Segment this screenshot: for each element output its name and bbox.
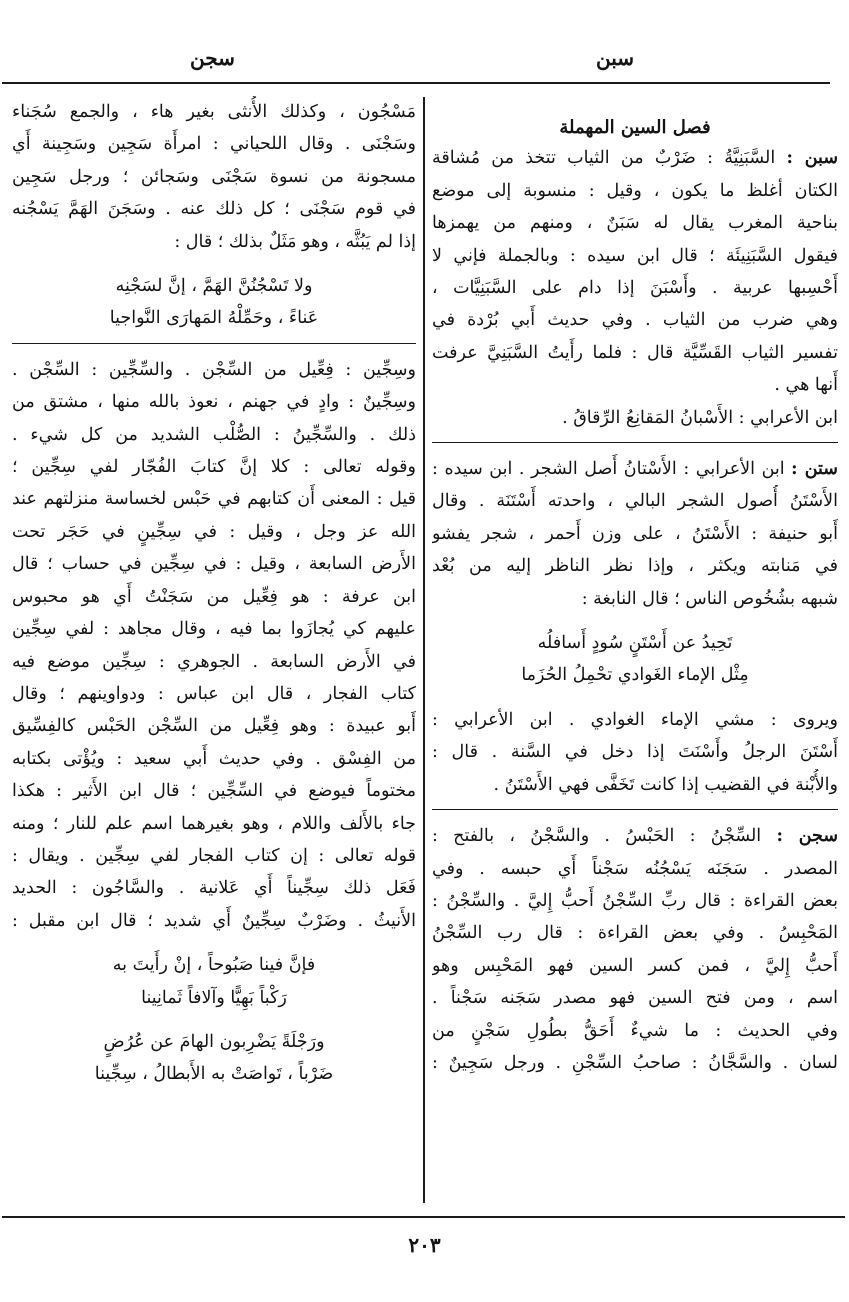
- poem-line: مِثْل الإماء الغَوادي تحْمِلُ الحُزَما: [521, 665, 749, 686]
- running-header-left: سجن: [190, 46, 235, 70]
- entry-line: ابن الأعرابي : الأَسْتانُ أَصل الشجر . ابن سيده :: [432, 459, 785, 480]
- entry-divider: [12, 343, 416, 344]
- entry-line: اسم ، ومن فتح السين فهو مصدر سَجَنه سَجْناً .: [432, 988, 838, 1009]
- entry-headword: ستن :: [791, 459, 838, 480]
- entry-line: ويروى : مشي الإماء الغوادي . ابن الأعرابي :: [432, 709, 838, 730]
- entry-line: وقوله تعالى : كلا إنَّ كتابَ الفُجّار لفي سِجِّين ؛: [12, 457, 416, 478]
- entry-line: مَسْجُون ، وكذلك الأُنثى بغير هاء ، والجمع سُجَناء: [12, 102, 416, 122]
- entry-line: المصدر . سَجَنَه يَسْجُنُه سَجْناً أَي حبسه . وفي: [432, 858, 838, 879]
- entry-line: بناحية المغرب يقال له سَبَنٌ ، ومنهم من يهمزها: [432, 213, 838, 234]
- entry-line: عليهم كي يُجازَوا بما فيه ، وقال مجاهد : لفي سِجِّين: [12, 619, 416, 640]
- page-number: ٢٠٣: [408, 1233, 441, 1257]
- entry-line: الله عز وجل ، وقيل : في سِجِّينٍ في حَجَر تحت: [12, 521, 416, 542]
- entry-line: الكتان أغلظ ما يكون ، وقيل : منسوبة إلى موضع: [432, 180, 838, 201]
- entry-line: أَسْتَنَ الرجلُ وأَسْنَتَ إذا دخل في السَّنة . قال :: [432, 742, 838, 763]
- poem-line: فإنَّ فينا صَبُوحاً ، إنْ رأَيتَ به: [112, 955, 316, 976]
- running-header-right: سبن: [595, 46, 634, 70]
- entry-line: والأُبْنة في القضيب إذا كانت تَخَفَّى فهي الأَسْتَنُ .: [493, 774, 838, 795]
- entry-line: مسجونة من نسوة سَجْنَى وسَجائن ؛ ورجل سَجِين: [12, 166, 416, 187]
- left-column: [12, 96, 416, 1091]
- entry-line: المَحْبِسُ . وفي بعض القراءة : قال رب السِّجْنُ: [432, 923, 838, 944]
- entry-line: قيل : المعنى أَن كتابهم في حَبْس لخساسة منزلتهم عند: [12, 489, 416, 510]
- entry-line: وسِجِّينٌ : وادٍ في جهنم ، نعوذ بالله منها ، مشتق من: [12, 392, 416, 413]
- entry-line: السِّجْنُ : الحَبْسُ . والسَّجْنُ ، بالفتح :: [432, 826, 762, 847]
- entry-line: أَبو حنيفة : الأَسْتَنُ ، على وزن أَحمر ، شجر يفشو: [432, 523, 838, 544]
- entry-sbn: [432, 142, 838, 434]
- entry-line: كتاب الفجار ، قال ابن عباس : ودواوينهم ؛ وقال: [12, 683, 416, 704]
- entry-line: ابن الأعرابي : الأَسْبانُ المَقانِعُ الرِّقاقُ .: [562, 407, 838, 428]
- entry-divider: [432, 442, 838, 443]
- entry-line: ذلك . والسِّجِّينُ : الصُّلْب الشديد من كل شيء .: [12, 424, 416, 445]
- entry-line: فيقول السَّبَنِيئَة ؛ قال ابن سيده : وبالجملة فإني لا: [432, 245, 838, 266]
- entry-line: لسان . والسَّجَّانُ : صاحبُ السِّجْنِ . ورجل سَجِينٌ :: [432, 1052, 838, 1073]
- poem-line: ولا تَسْجُنُنَّ الهَمَّ ، إنَّ لسَجْنِه: [115, 276, 313, 297]
- entry-line: من الفِسْق . وفي حديث أَبي سعيد : ويُؤْتى بكتابه: [12, 748, 416, 769]
- entry-line: أَحبُّ إِليَّ ، فمن كسر السين فهو المَحْبِس وهو: [432, 955, 838, 976]
- entry-line: أَنها هي .: [774, 375, 838, 396]
- entry-headword: سجن :: [776, 826, 838, 847]
- entry-line: جاء بالأَلف واللام ، وهو بغيرهما اسم علم للنار ؛ ومنه: [12, 813, 416, 834]
- entry-line: الأَسْتَنُ أُصول الشجر البالي ، واحدته أَسْتَنَة . وقال: [432, 491, 838, 512]
- entry-line: وسَجْنَى . وقال اللحياني : امرأَة سَجِين وسَجِينة أَي: [12, 134, 416, 155]
- entry-line: مختوماً فيوضع في السِّجِّين ؛ قال ابن الأَثير : هكذا: [12, 781, 416, 802]
- entry-divider: [432, 809, 838, 810]
- entry-line: وسِجِّين : فِعِّيل من السِّجْن . والسِّجِّين : السِّجْن .: [12, 359, 416, 380]
- entry-line: وفي الحديث : ما شيءٌ أَحَقُّ بطُولِ سَجْنٍ من: [432, 1020, 838, 1041]
- entry-line: أَحْسِبها عربية . وأَسْبَنَ إذا دام على السَّبَنِيَّات ،: [432, 278, 838, 299]
- entry-line: تفسير الثياب القَسِّيَّة قال : فلما رأَيتُ السَّبَنِيَّ عرفت: [432, 342, 838, 363]
- poem-line: ضَرْباً ، تَواصَتْ به الأَبطالُ ، سِجِّينا: [94, 1064, 334, 1085]
- entry-line: في مَنابته ويكثر ، وإذا نظر الناظر إليه من بُعْد: [432, 556, 838, 577]
- entry-line: الأَرض السابعة ، وقيل : في سِجِّين في حساب ؛ قال: [12, 554, 416, 575]
- poem-line: عَناءً ، وحَمِّلْهُ المَهارَى النَّواجيا: [109, 308, 319, 329]
- entry-stn: [432, 453, 838, 801]
- poem-line: ورَجْلَةً يَضْرِبون الهامَ عن عُرُضٍ: [103, 1031, 325, 1052]
- entry-sjn: [432, 820, 838, 1079]
- entry-line: وهي ضرب من الثياب . وفي حديث أَبي بُرْدة في: [432, 310, 838, 331]
- bottom-rule: [2, 1216, 845, 1218]
- entry-line: في قوم سَجْنَى ؛ كل ذلك عنه . وسَجَنَ الهَمَّ يَسْجُنه: [12, 199, 416, 220]
- right-column: [432, 96, 838, 1079]
- poem-line: تَحِيدُ عن أَسْتَنٍ سُودٍ أَسافلُه: [537, 633, 733, 654]
- entry-line: ابن عرفة : هو فِعِّيل من سَجَنْتُ أَي هو محبوس: [12, 586, 416, 607]
- poem-line: رَكْباً بَهِيًّا وآلافاً ثَمانِينا: [141, 987, 287, 1008]
- entry-line: أَبو عبيدة : وهو فِعِّيل من السِّجْن الحَبْس كالفِسِّيق: [12, 716, 416, 737]
- entry-line: فَعَل ذلك سِجِّيناً أَي عَلانية . والسَّاجُون : الحديد: [12, 878, 416, 899]
- entry-line: شبهه بشُخُوص الناس ؛ قال النابغة :: [581, 588, 838, 609]
- top-rule: [2, 82, 830, 84]
- section-title: فصل السين المهملة: [559, 117, 711, 138]
- entry-line: قوله تعالى : إن كتاب الفجار لفي سِجِّين . ويقال :: [12, 845, 416, 866]
- entry-line: إذا لم يَبُثَّه ، وهو مَثَلٌ بذلك ؛ قال :: [174, 231, 416, 252]
- entry-line: السَّبَنِيَّةُ : ضَرْبٌ من الثياب تتخذ من مُشاقة: [432, 148, 776, 169]
- entry-headword: سبن :: [786, 148, 838, 169]
- column-separator: [423, 97, 425, 1203]
- entry-line: بعض القراءة : قال ربِّ السِّجْنُ أَحبُّ إِليَّ . والسِّجْنُ :: [432, 890, 838, 911]
- entry-line: الأَنيثُ . وضَرْبٌ سِجِّينٌ أَي شديد ؛ قال ابن مقبل :: [12, 910, 416, 931]
- entry-line: في الأَرض السابعة . الجوهري : سِجِّين موضع فيه: [12, 651, 416, 672]
